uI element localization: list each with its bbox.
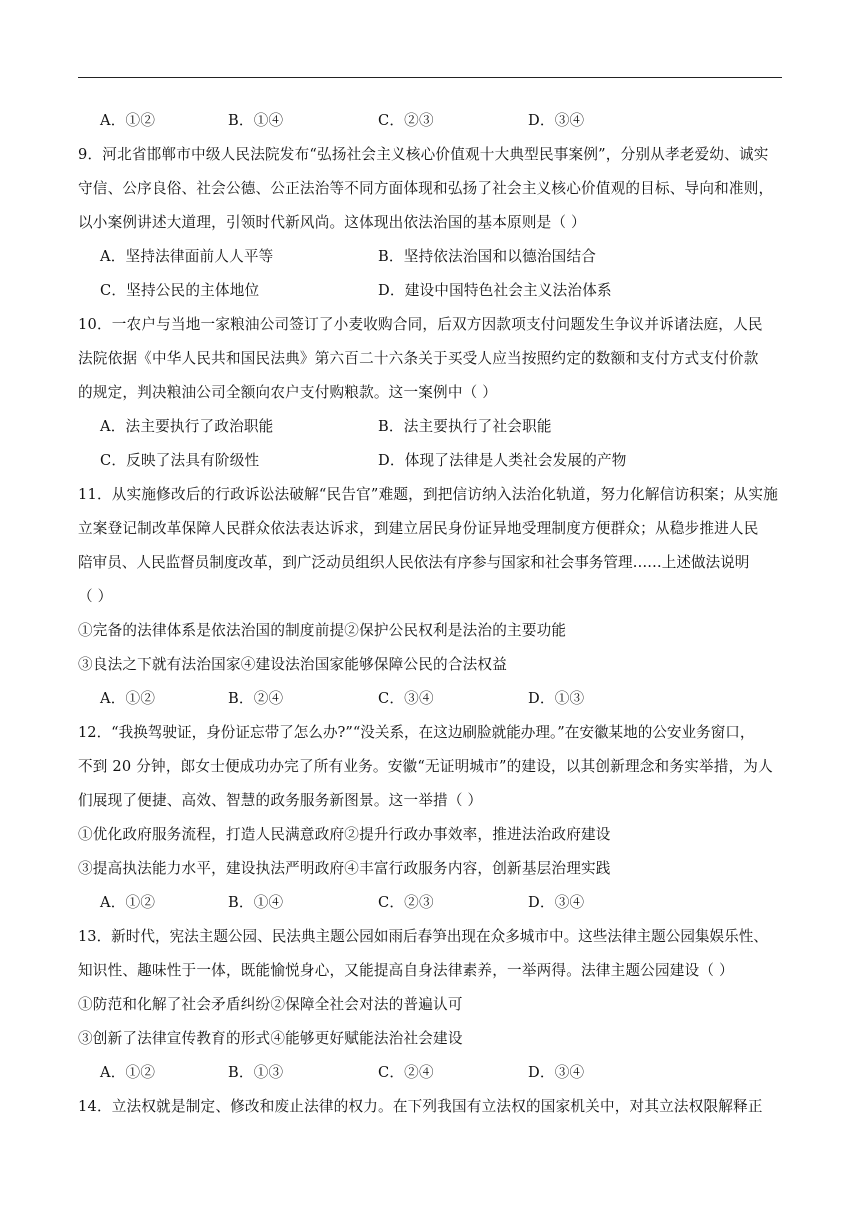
q10-options-row bbox=[78, 444, 786, 478]
q9-options-row bbox=[78, 274, 786, 308]
q11-option-a: A．①② bbox=[100, 690, 156, 707]
q11-options bbox=[78, 682, 786, 716]
q12-statement: ③提高执法能力水平，建设执法严明政府④丰富行政服务内容，创新基层治理实践 bbox=[78, 860, 611, 877]
q11-stem-line: 陪审员、人民监督员制度改革，到广泛动员组织人民依法有序参与国家和社会事务管理……上述做法说明 bbox=[78, 554, 750, 571]
q10-option-c: C．反映了法具有阶级性 bbox=[100, 452, 260, 469]
q12-stem-line: 不到 20 分钟，郎女士便成功办完了所有业务。安徽“无证明城市”的建设，以其创新理念和务实举措，为人 bbox=[78, 758, 773, 775]
q8-option-d: D．③④ bbox=[528, 112, 585, 129]
q9-option-c: C．坚持公民的主体地位 bbox=[100, 282, 260, 299]
q8-option-c: C．②③ bbox=[378, 112, 434, 129]
q11-statement: ①完备的法律体系是依法治国的制度前提②保护公民权利是法治的主要功能 bbox=[78, 622, 567, 639]
q13-stem-line: 13．新时代，宪法主题公园、民法典主题公园如雨后春笋出现在众多城市中。这些法律主题公园集娱乐性、 bbox=[78, 928, 768, 945]
q12-option-c: C．②③ bbox=[378, 894, 434, 911]
q9-stem-line: 以小案例讲述大道理，引领时代新风尚。这体现出依法治国的基本原则是（ ） bbox=[78, 214, 586, 231]
q13-option-b: B．①③ bbox=[228, 1064, 284, 1081]
q11-stem-line: 11．从实施修改后的行政诉讼法破解“民告官”难题，到把信访纳入法治化轨道，努力化解信访积案；从实施 bbox=[78, 486, 779, 503]
q11-statement: ③良法之下就有法治国家④建设法治国家能够保障公民的合法权益 bbox=[78, 656, 508, 673]
exam-page bbox=[78, 104, 786, 1124]
q12-options bbox=[78, 886, 786, 920]
q13-option-d: D．③④ bbox=[528, 1064, 585, 1081]
q14-stem-line: 14．立法权就是制定、修改和废止法律的权力。在下列我国有立法权的国家机关中，对其立法权限解释正 bbox=[78, 1098, 763, 1115]
q10-option-b: B．法主要执行了社会职能 bbox=[378, 418, 552, 435]
q9-options-row bbox=[78, 240, 786, 274]
q9-option-d: D．建设中国特色社会主义法治体系 bbox=[378, 282, 612, 299]
q13-statement: ①防范和化解了社会矛盾纠纷②保障全社会对法的普遍认可 bbox=[78, 996, 463, 1013]
q10-options-row bbox=[78, 410, 786, 444]
q13-option-a: A．①② bbox=[100, 1064, 156, 1081]
q11-stem-line: 立案登记制改革保障人民群众依法表达诉求，到建立居民身份证异地受理制度方便群众；从稳步推进人民 bbox=[78, 520, 759, 537]
header-rule bbox=[78, 77, 782, 78]
q8-options bbox=[78, 104, 786, 138]
q11-stem-line: （ ） bbox=[78, 588, 113, 605]
q12-option-a: A．①② bbox=[100, 894, 156, 911]
q11-option-d: D．①③ bbox=[528, 690, 585, 707]
q8-option-b: B．①④ bbox=[228, 112, 284, 129]
q8-option-a: A．①② bbox=[100, 112, 156, 129]
q12-stem-line: 们展现了便捷、高效、智慧的政务服务新图景。这一举措（ ） bbox=[78, 792, 483, 809]
q9-option-a: A．坚持法律面前人人平等 bbox=[100, 248, 274, 265]
q10-stem-line: 10．一农户与当地一家粮油公司签订了小麦收购合同，后双方因款项支付问题发生争议并诉诸法庭，人民 bbox=[78, 316, 763, 333]
q12-option-d: D．③④ bbox=[528, 894, 585, 911]
q11-option-c: C．③④ bbox=[378, 690, 434, 707]
q9-stem-line: 守信、公序良俗、社会公德、公正法治等不同方面体现和弘扬了社会主义核心价值观的目标、导向和准则， bbox=[78, 180, 774, 197]
q13-statement: ③创新了法律宣传教育的形式④能够更好赋能法治社会建设 bbox=[78, 1030, 463, 1047]
q12-statement: ①优化政府服务流程，打造人民满意政府②提升行政办事效率，推进法治政府建设 bbox=[78, 826, 611, 843]
q12-option-b: B．①④ bbox=[228, 894, 284, 911]
q13-option-c: C．②④ bbox=[378, 1064, 434, 1081]
q10-option-d: D．体现了法律是人类社会发展的产物 bbox=[378, 452, 627, 469]
q11-option-b: B．②④ bbox=[228, 690, 284, 707]
q10-stem-line: 法院依据《中华人民共和国民法典》第六百二十六条关于买受人应当按照约定的数额和支付方式支付价款 bbox=[78, 350, 759, 367]
q10-option-a: A．法主要执行了政治职能 bbox=[100, 418, 274, 435]
q12-stem-line: 12．“我换驾驶证，身份证忘带了怎么办?”“没关系，在这边刷脸就能办理。”在安徽某地的公安业务窗口， bbox=[78, 724, 755, 741]
q13-stem-line: 知识性、趣味性于一体，既能愉悦身心，又能提高自身法律素养，一举两得。法律主题公园建设（ ） bbox=[78, 962, 734, 979]
q13-options bbox=[78, 1056, 786, 1090]
q9-option-b: B．坚持依法治国和以德治国结合 bbox=[378, 248, 597, 265]
q9-stem-line: 9．河北省邯郸市中级人民法院发布“弘扬社会主义核心价值观十大典型民事案例”，分别从孝老爱幼、诚实 bbox=[78, 146, 769, 163]
q10-stem-line: 的规定，判决粮油公司全额向农户支付购粮款。这一案例中（ ） bbox=[78, 384, 498, 401]
